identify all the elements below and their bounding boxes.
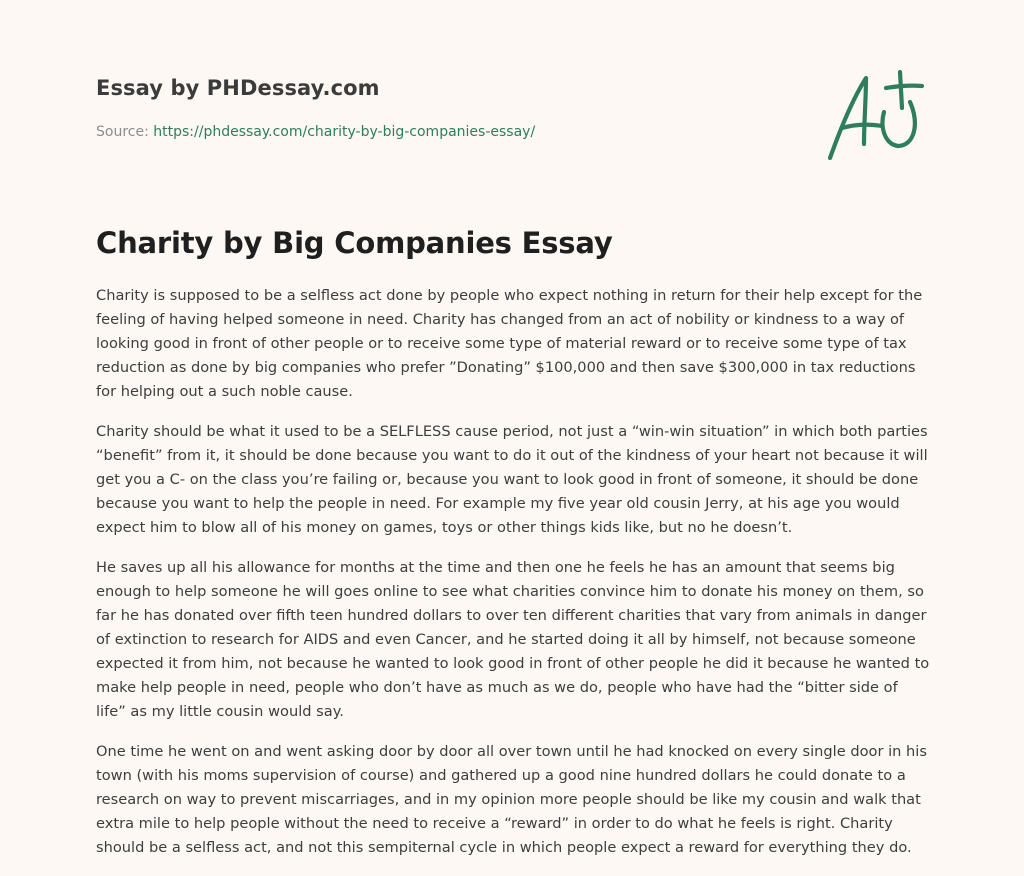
- paragraph: Charity should be what it used to be a SELFLESS cause period, not just a “win-win situation” in which both parties “benefit” from it, it should be done because you want to do it out of the kindness of your heart not because it will get you a C- on the class you’re failing or, because you want to look good in front of someone, it should be done because you want to help the people in need. For example my five year old cousin Jerry, at his age you would expect him to blow all of his money on games, toys or other things kids like, but no he doesn’t.: [96, 423, 928, 536]
- page-title: Charity by Big Companies Essay: [96, 226, 613, 260]
- source-label: Source:: [96, 124, 149, 140]
- a-plus-logo-icon: [822, 68, 926, 164]
- source-link[interactable]: https://phdessay.com/charity-by-big-companies-essay/: [153, 124, 536, 140]
- paragraph: He saves up all his allowance for months at the time and then one he feels he has an amount that seems big enough to help someone he will goes online to see what charities convince him to donate his money on them, so far he has donated over fifth teen hundred dollars to over ten different charities that vary from animals in danger of extinction to research for AIDS and even Cancer, and he started doing it all by himself, not because someone expected it from him, not because he wanted to look good in front of other people he did it because he wanted to make help people in need, people who don’t have as much as we do, people who have had the “bitter side of life” as my little cousin would say.: [96, 559, 930, 720]
- paragraph: Charity is supposed to be a selfless act done by people who expect nothing in return for their help except for the feeling of having helped someone in need. Charity has changed from an act of nobility or kindness to a way of looking good in front of other people or to receive some type of material reward or to receive some type of tax reduction as done by big companies who prefer ”Donating” $100,000 and then save $300,000 in tax reductions for helping out a such noble cause.: [96, 287, 923, 400]
- essay-body: [96, 284, 930, 876]
- source-line: [96, 124, 535, 140]
- paragraph: One time he went on and went asking door by door all over town until he had knocked on every single door in his town (with his moms supervision of course) and gathered up a good nine hundred dollars he could donate to a research on way to prevent miscarriages, and in my opinion more people should be like my cousin and walk that extra mile to help people without the need to receive a “reward” in order to do what he feels is right. Charity should be a selfless act, and not this sempiternal cycle in which people expect a reward for everything they do.: [96, 743, 927, 856]
- brand-name: Essay by PHDessay.com: [96, 76, 380, 100]
